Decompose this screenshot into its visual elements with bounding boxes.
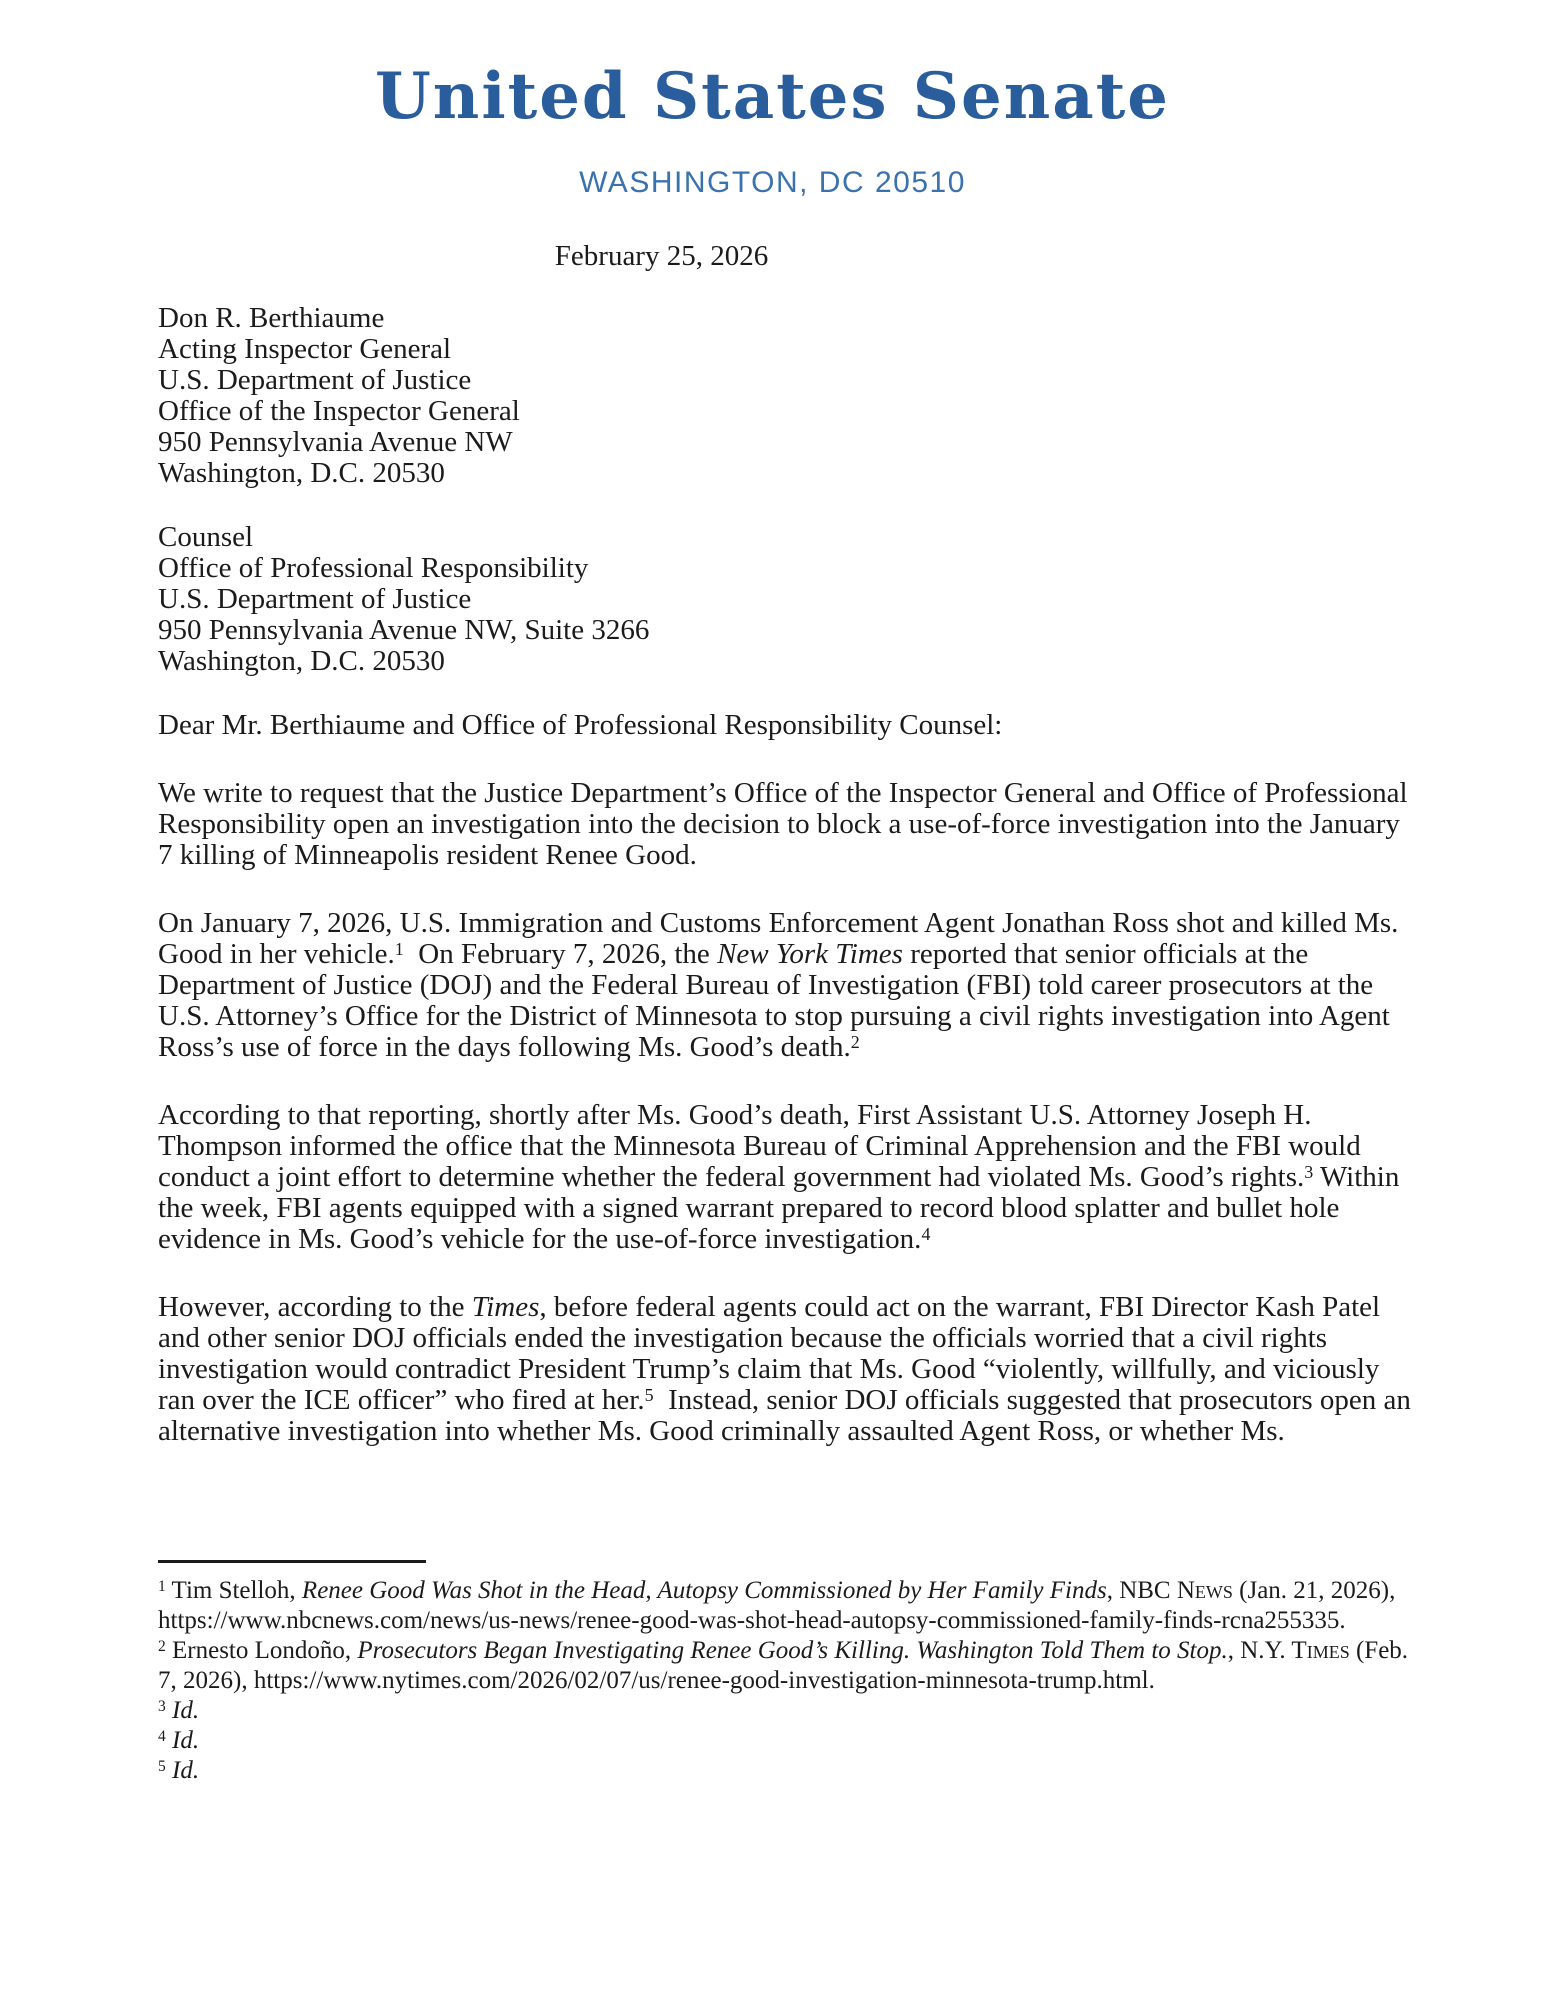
text-segment: Renee Good Was Shot in the Head, Autopsy Commissioned by Her Family Finds <box>301 1577 1107 1604</box>
letter-date: February 25, 2026 <box>554 240 769 272</box>
text-segment: Id. <box>172 1727 200 1754</box>
text-segment: Ernesto Londoño, <box>165 1637 358 1664</box>
address-line: Counsel <box>158 521 254 553</box>
text-segment: According to that reporting, shortly after Ms. Good’s death, First Assistant U.S. Attorney Joseph H. Thompson informed the office that the Minnesota Bureau of Criminal Apprehension and the FBI would conduct a joint effort to determine whether the federal government had violated Ms. Good’s rights. <box>158 1099 1361 1193</box>
text-segment: Tim Stelloh, <box>165 1577 302 1604</box>
footnote-item <box>158 1726 1418 1756</box>
text-segment: We write to request that the Justice Department’s Office of the Inspector General and Office of Professional Responsibility open an investigation into the decision to block a use-of-force investigation into the January 7 killing of Minneapolis resident Renee Good. <box>158 777 1408 871</box>
text-segment: (Jan. 21, 2026), https://www.nbcnews.com/news/us-news/renee-good-was-shot-head-autopsy-commissioned-family-finds-rcna255335. <box>158 1577 1396 1634</box>
footnote-item <box>158 1576 1418 1636</box>
footnote-ref: 1 <box>394 938 404 959</box>
salutation: Dear Mr. Berthiaume and Office of Professional Responsibility Counsel: <box>158 709 1003 741</box>
address-line: Don R. Berthiaume <box>158 302 385 334</box>
text-segment: (Feb. 7, 2026), https://www.nytimes.com/2026/02/07/us/renee-good-investigation-minnesota-trump.html. <box>158 1637 1409 1694</box>
address-line: Acting Inspector General <box>158 333 452 365</box>
footnote-ref: 5 <box>644 1384 654 1405</box>
body-paragraph <box>158 778 1418 871</box>
address-line: U.S. Department of Justice <box>158 364 472 396</box>
footnote-item <box>158 1636 1418 1696</box>
body-paragraph <box>158 1292 1418 1447</box>
letterhead-address: WASHINGTON, DC 20510 <box>579 166 966 199</box>
footnote-separator <box>158 1560 426 1563</box>
footnote-ref: 2 <box>850 1031 860 1052</box>
footnotes-section <box>158 1560 1418 1786</box>
body-paragraph <box>158 1100 1418 1255</box>
text-segment: , <box>1106 1577 1120 1604</box>
text-segment: On January 7, 2026, U.S. Immigration and Customs Enforcement Agent Jonathan Ross shot and killed Ms. Good in her vehicle. <box>158 907 1399 970</box>
text-segment: , before federal agents could act on the warrant, FBI Director Kash Patel and other senior DOJ officials ended the investigation because the officials worried that a civil rights investigation would contradict President Trump’s claim that Ms. Good “violently, willfully, and viciously ran over the ICE officer” who fired at her. <box>158 1291 1381 1416</box>
footnote-ref: 4 <box>921 1223 931 1244</box>
address-line: Washington, D.C. 20530 <box>158 645 445 677</box>
text-segment: , <box>1227 1637 1241 1664</box>
address-line: Washington, D.C. 20530 <box>158 457 445 489</box>
footnote-ref: 3 <box>1304 1161 1314 1182</box>
footnote-item <box>158 1696 1418 1726</box>
footnote-ref: 5 <box>158 1758 166 1776</box>
text-segment: reported that senior officials at the Department of Justice (DOJ) and the Federal Bureau of Investigation (FBI) told career prosecutors at the U.S. Attorney’s Office for the District of Minnesota to stop pursuing a civil rights investigation into Agent Ross’s use of force in the days following Ms. Good’s death. <box>158 938 1390 1063</box>
text-segment: Within the week, FBI agents equipped with a signed warrant prepared to record blood splatter and bullet hole evidence in Ms. Good’s vehicle for the use-of-force investigation. <box>158 1161 1400 1255</box>
footnote-ref: 4 <box>158 1728 166 1746</box>
address-line: 950 Pennsylvania Avenue NW <box>158 426 513 458</box>
footnote-ref: 1 <box>158 1578 166 1596</box>
recipient-block-inspector-general <box>158 303 1418 489</box>
text-segment: On February 7, 2026, the <box>403 938 718 970</box>
letterhead <box>0 60 1545 198</box>
text-segment: New York Times <box>717 938 903 970</box>
text-segment: NBC News <box>1119 1577 1233 1604</box>
footnote-ref: 2 <box>158 1638 166 1656</box>
text-segment: Times <box>471 1291 540 1323</box>
text-segment: Id. <box>172 1697 200 1724</box>
address-line: U.S. Department of Justice <box>158 583 472 615</box>
footnote-ref: 3 <box>158 1698 166 1716</box>
text-segment: However, according to the <box>158 1291 472 1323</box>
recipient-block-opr-counsel <box>158 522 1418 677</box>
body-paragraph <box>158 908 1418 1063</box>
letter-body <box>158 303 1418 1447</box>
senate-wordmark: United States Senate <box>374 59 1171 134</box>
text-segment: Id. <box>172 1757 200 1784</box>
footnote-item <box>158 1756 1418 1786</box>
address-line: 950 Pennsylvania Avenue NW, Suite 3266 <box>158 614 650 646</box>
text-segment: Instead, senior DOJ officials suggested that prosecutors open an alternative investigation into whether Ms. Good criminally assaulted Agent Ross, or whether Ms. <box>158 1384 1411 1447</box>
address-line: Office of Professional Responsibility <box>158 552 589 584</box>
address-line: Office of the Inspector General <box>158 395 520 427</box>
text-segment: Prosecutors Began Investigating Renee Good’s Killing. Washington Told Them to Stop. <box>357 1637 1228 1664</box>
text-segment: N.Y. Times <box>1240 1637 1350 1664</box>
